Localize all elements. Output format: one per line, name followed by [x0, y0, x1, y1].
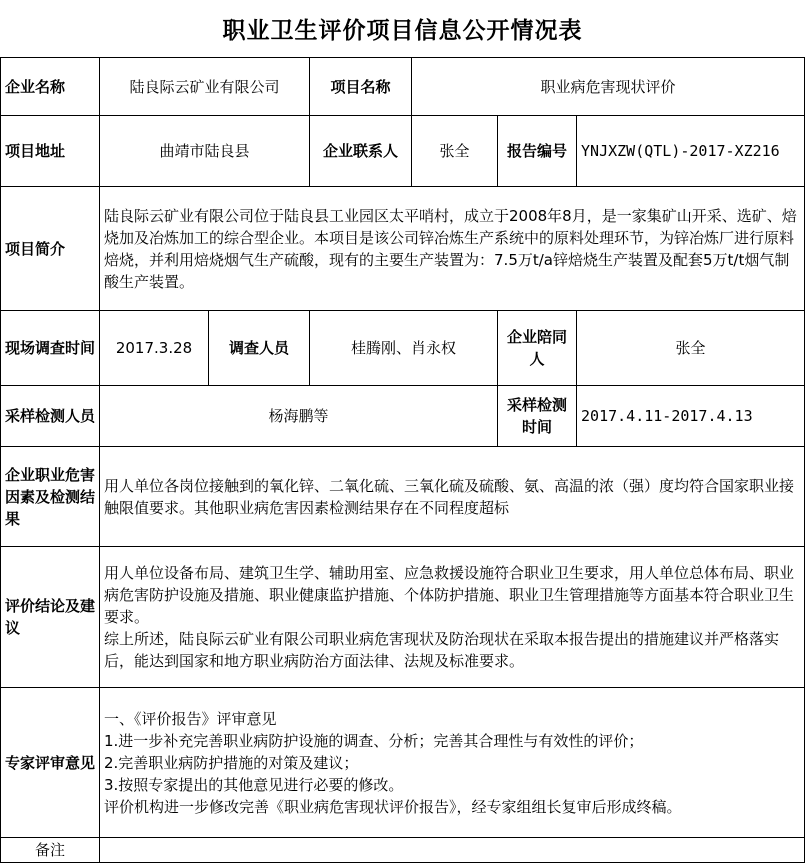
- hazard-results-label: 企业职业危害因素及检测结果: [1, 447, 100, 547]
- sampling-staff-value: 杨海鹏等: [100, 386, 498, 447]
- table-row: [1, 58, 805, 116]
- project-address-label: 项目地址: [1, 116, 100, 187]
- project-summary-value: 陆良际云矿业有限公司位于陆良县工业园区太平哨村，成立于2008年8月，是一家集矿山开采、选矿、焙烧加及冶炼加工的综合型企业。本项目是该公司锌冶炼生产系统中的原料处理环节，为锌冶炼厂进行原料焙烧，并利用焙烧烟气生产硫酸，现有的主要生产装置为：7.5万t/a锌焙烧生产装置及配套5万t/t烟气制酸生产装置。: [100, 187, 805, 311]
- evaluation-conclusion-value: [100, 547, 805, 688]
- hazard-results-value: 用人单位各岗位接触到的氧化锌、二氧化硫、三氧化硫及硫酸、氨、高温的浓（强）度均符合国家职业接触限值要求。其他职业病危害因素检测结果存在不同程度超标: [100, 447, 805, 547]
- remarks-label: 备注: [1, 838, 100, 863]
- report-number-value: YNJXZW(QTL)-2017-XZ216: [577, 116, 805, 187]
- table-row: [1, 447, 805, 547]
- sampling-time-label: 采样检测时间: [498, 386, 577, 447]
- table-row: [1, 386, 805, 447]
- surveyors-label: 调查人员: [209, 311, 310, 386]
- evaluation-conclusion-paragraph: 综上所述，陆良际云矿业有限公司职业病危害现状及防治现状在采取本报告提出的措施建议并严格落实后，能达到国家和地方职业病防治方面法律、法规及标准要求。: [104, 630, 780, 670]
- company-name-label: 企业名称: [1, 58, 100, 116]
- expert-opinion-label: 专家评审意见: [1, 688, 100, 838]
- survey-time-label: 现场调查时间: [1, 311, 100, 386]
- expert-opinion-line: 评价机构进一步修改完善《职业病危害现状评价报告》，经专家组组长复审后形成终稿。: [104, 797, 682, 816]
- table-row: [1, 187, 805, 311]
- expert-opinion-line: 1.进一步补充完善职业病防护设施的调查、分析；完善其合理性与有效性的评价；: [104, 731, 644, 750]
- expert-opinion-line: 3.按照专家提出的其他意见进行必要的修改。: [104, 775, 404, 794]
- project-name-value: 职业病危害现状评价: [412, 58, 805, 116]
- company-contact-label: 企业联系人: [310, 116, 412, 187]
- expert-opinion-value: [100, 688, 805, 838]
- table-row: [1, 116, 805, 187]
- sampling-time-value: 2017.4.11-2017.4.13: [577, 386, 805, 447]
- table-row: [1, 547, 805, 688]
- company-escort-value: 张全: [577, 311, 805, 386]
- table-row: [1, 311, 805, 386]
- info-table: [0, 57, 805, 863]
- page-title: 职业卫生评价项目信息公开情况表: [222, 18, 583, 44]
- company-name-value: 陆良际云矿业有限公司: [100, 58, 310, 116]
- project-name-label: 项目名称: [310, 58, 412, 116]
- table-row: [1, 688, 805, 838]
- expert-opinion-line: 一、《评价报告》评审意见: [104, 709, 277, 728]
- surveyors-value: 桂腾刚、肖永权: [310, 311, 498, 386]
- project-summary-label: 项目简介: [1, 187, 100, 311]
- evaluation-conclusion-label: 评价结论及建议: [1, 547, 100, 688]
- survey-time-value: 2017.3.28: [100, 311, 209, 386]
- table-row: [1, 838, 805, 863]
- company-contact-value: 张全: [412, 116, 498, 187]
- evaluation-conclusion-paragraph: 用人单位设备布局、建筑卫生学、辅助用室、应急救援设施符合职业卫生要求，用人单位总体布局、职业病危害防护设施及措施、职业健康监护措施、个体防护措施、职业卫生管理措施等方面基本符合职业卫生要求。: [104, 564, 795, 626]
- project-address-value: 曲靖市陆良县: [100, 116, 310, 187]
- sampling-staff-label: 采样检测人员: [1, 386, 100, 447]
- company-escort-label: 企业陪同人: [498, 311, 577, 386]
- report-number-label: 报告编号: [498, 116, 577, 187]
- expert-opinion-line: 2.完善职业病防护措施的对策及建议；: [104, 753, 359, 772]
- remarks-value: [100, 838, 805, 863]
